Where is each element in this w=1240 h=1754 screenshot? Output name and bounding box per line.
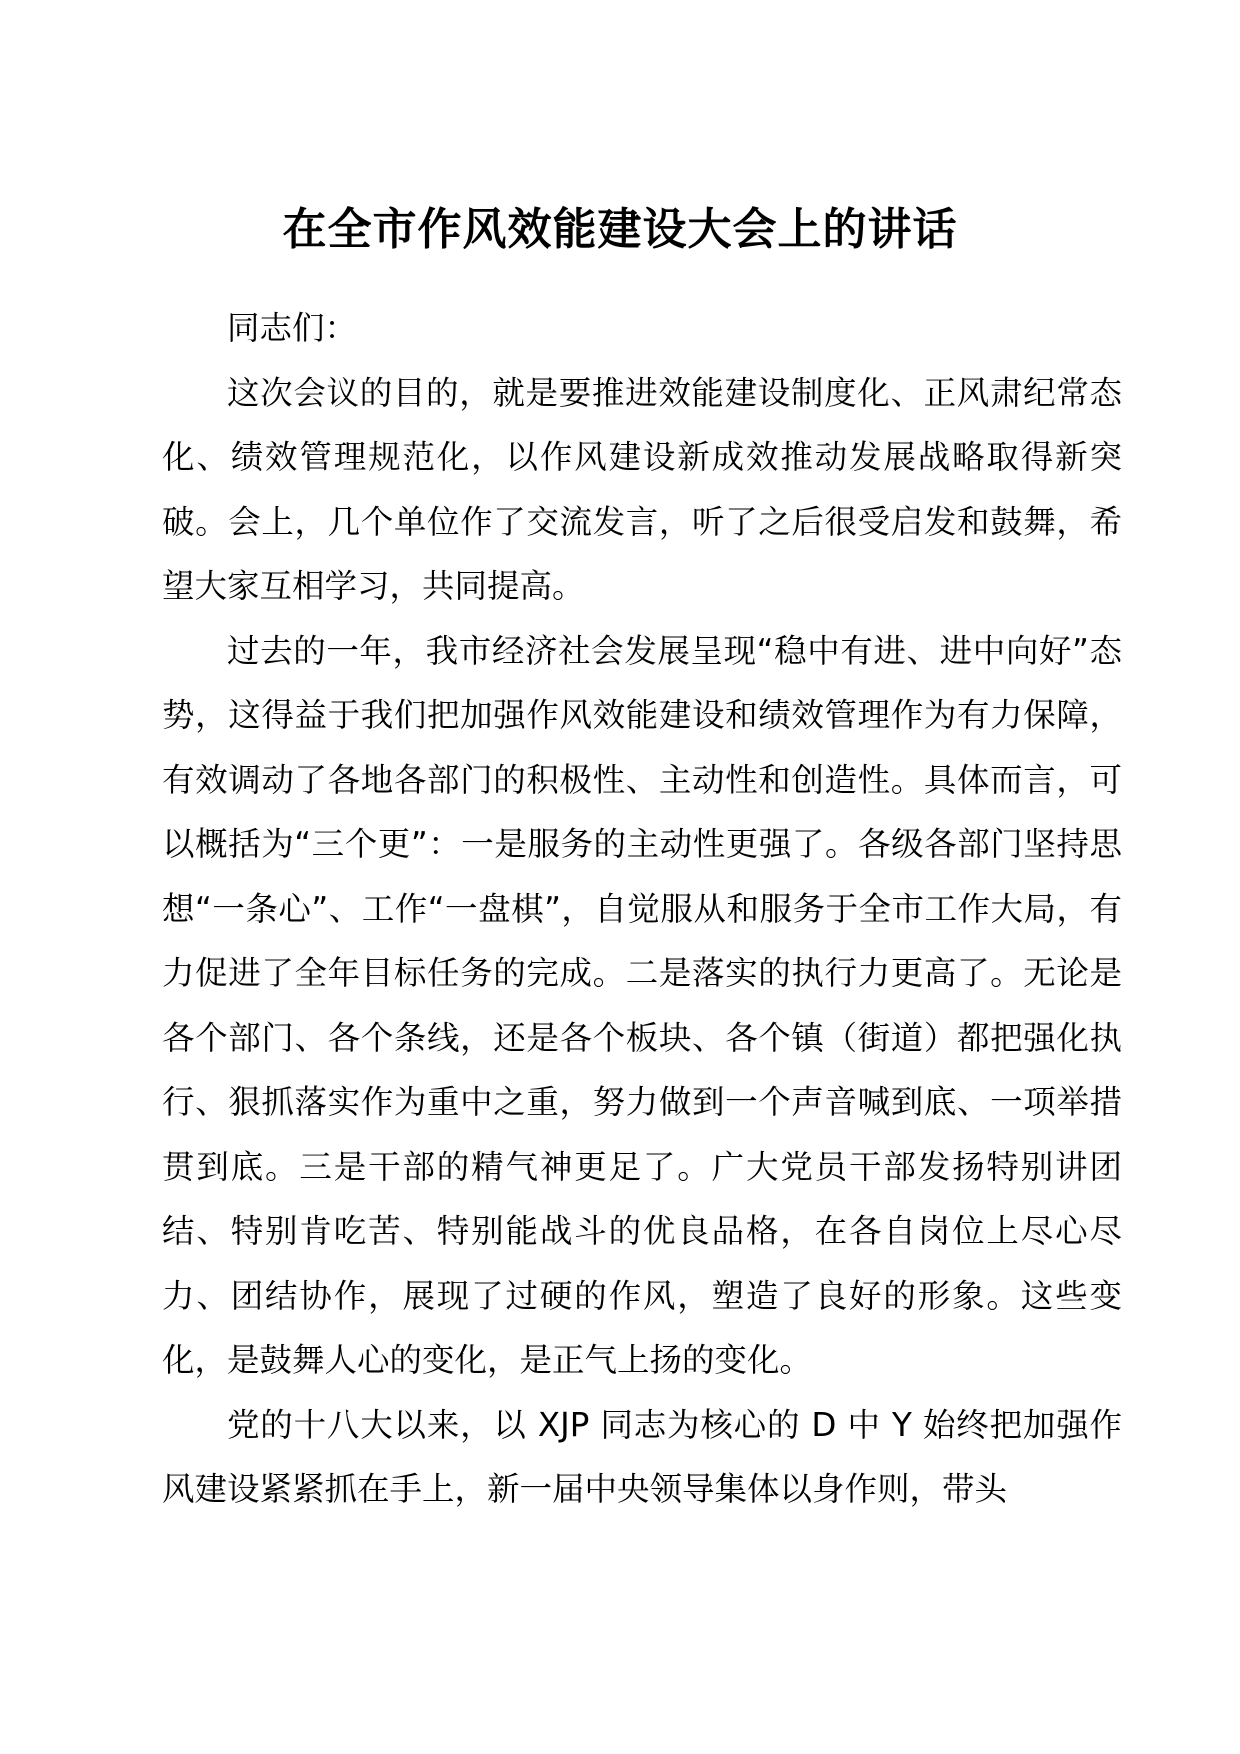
paragraph-past-year: 过去的一年，我市经济社会发展呈现“稳中有进、进中向好”态势，这得益于我们把加强作风效能建设和绩效管理作为有力保障，有效调动了各地各部门的积极性、主动性和创造性。具体而言，可以概括为“三个更”：一是服务的主动性更强了。各级各部门坚持思想“一条心”、工作“一盘棋”，自觉服从和服务于全市工作大局，有力促进了全年目标任务的完成。二是落实的执行力更高了。无论是各个部门、各个条线，还是各个板块、各个镇（街道）都把强化执行、狠抓落实作为重中之重，努力做到一个声音喊到底、一项举措贯到底。三是干部的精气神更足了。广大党员干部发扬特别讲团结、特别肯吃苦、特别能战斗的优良品格，在各自岗位上尽心尽力、团结协作，展现了过硬的作风，塑造了良好的形象。这些变化，是鼓舞人心的变化，是正气上扬的变化。	[162, 631, 1122, 1379]
paragraph-purpose: 这次会议的目的，就是要推进效能建设制度化、正风肃纪常态化、绩效管理规范化，以作风建设新成效推动发展战略取得新突破。会上，几个单位作了交流发言，听了之后很受启发和鼓舞，希望大家互相学习，共同提高。	[162, 373, 1122, 605]
document-title: 在全市作风效能建设大会上的讲话	[282, 204, 958, 255]
paragraph-party-congress: 党的十八大以来，以 XJP 同志为核心的 D 中 Y 始终把加强作风建设紧紧抓在手上，新一届中央领导集体以身作则，带头	[162, 1405, 1122, 1508]
document-body	[162, 296, 1122, 1522]
salutation: 同志们：	[227, 309, 358, 347]
